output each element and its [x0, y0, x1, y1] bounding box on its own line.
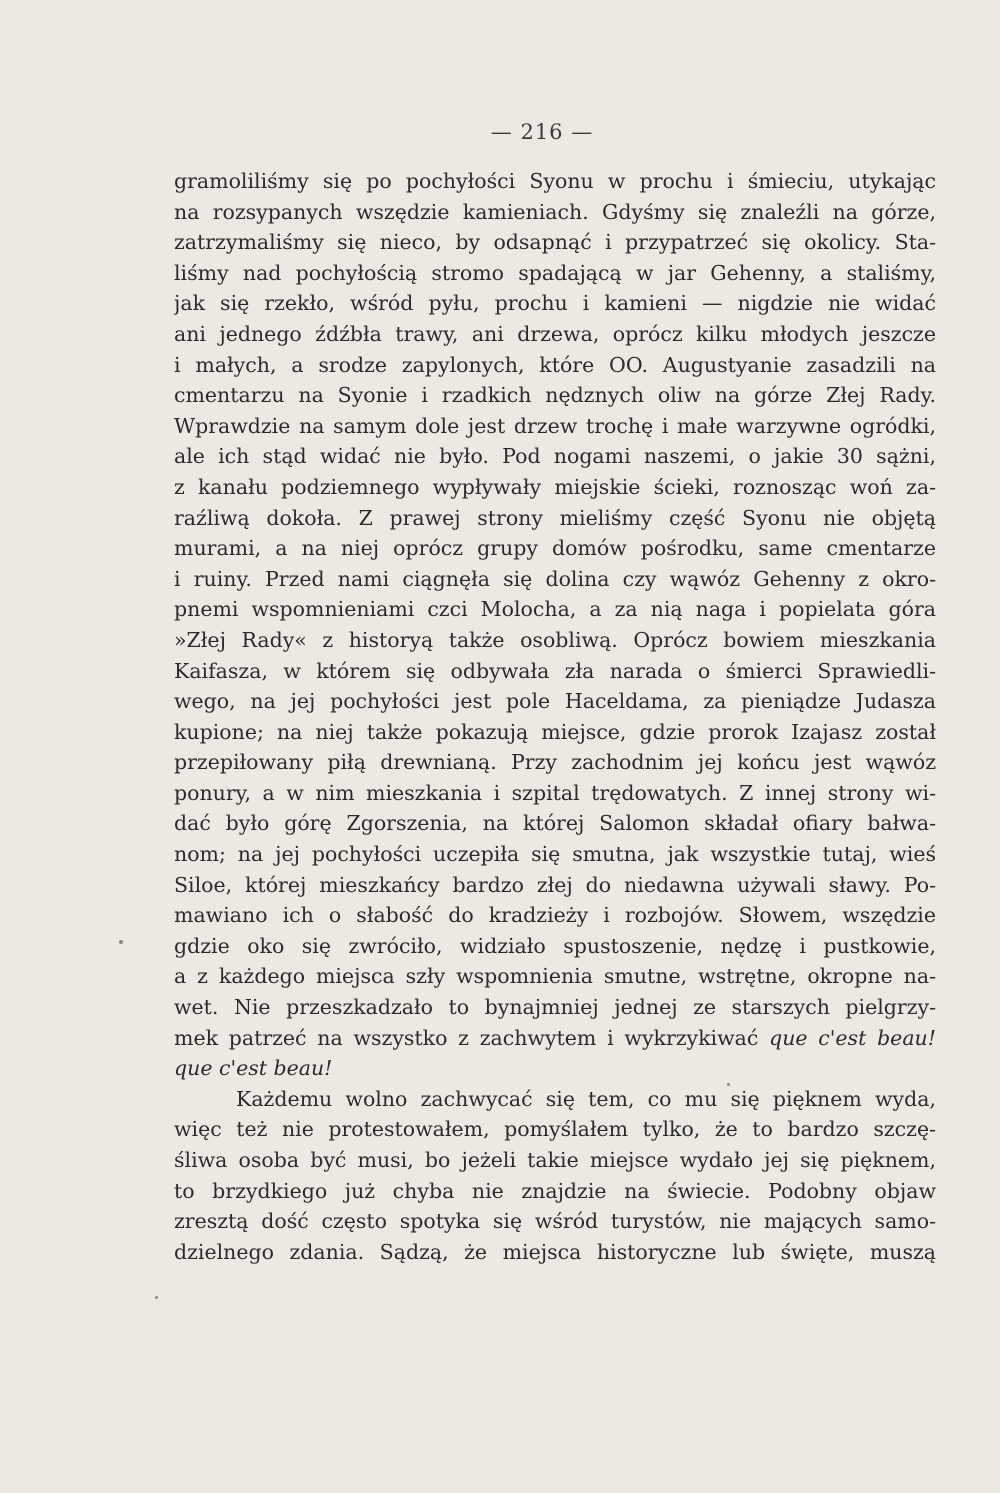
text-line: [174, 1053, 936, 1084]
text-line: Siloe, której mieszkańcy bardzo złej do niedawna używali sławy. Po-: [174, 872, 936, 897]
text-line: kupione; na niej także pokazują miejsce, gdzie prorok Izajasz został: [174, 719, 936, 744]
text-line: i ruiny. Przed nami ciągnęła się dolina czy wąwóz Gehenny z okro-: [174, 566, 936, 591]
text-line: Kaifasza, w którem się odbywała zła narada o śmierci Sprawiedli-: [174, 658, 936, 683]
text-line: ale ich stąd widać nie było. Pod nogami naszemi, o jakie 30 sążni,: [174, 444, 936, 469]
text-line: więc też nie protestowałem, pomyślałem tylko, że to bardzo szczę-: [174, 1117, 936, 1142]
text-line: cmentarzu na Syonie i rzadkich nędznych oliw na górze Złej Rady.: [174, 383, 936, 408]
text-line: a z każdego miejsca szły wspomnienia smutne, wstrętne, okropne na-: [174, 964, 936, 989]
text-line: liśmy nad pochyłością stromo spadającą w jar Gehenny, a staliśmy,: [174, 260, 936, 285]
text-line: ponury, a w nim mieszkania i szpital trędowatych. Z innej strony wi-: [174, 780, 936, 805]
text-line: mawiano ich o słabość do kradzieży i rozbojów. Słowem, wszędzie: [174, 903, 936, 928]
ink-speck: [119, 940, 123, 944]
text-line: »Złej Rady« z historyą także osobliwą. Oprócz bowiem mieszkania: [174, 627, 936, 652]
text-line: jak się rzekło, wśród pyłu, prochu i kamieni — nigdzie nie widać: [174, 291, 936, 316]
body-text: [174, 166, 936, 1267]
text-line: to brzydkiego już chyba nie znajdzie na świecie. Podobny objaw: [174, 1178, 936, 1203]
page-number: — 216 —: [490, 120, 594, 144]
text-line: dzielnego zdania. Sądzą, że miejsca historyczne lub święte, muszą: [174, 1239, 936, 1264]
text-line: [174, 1023, 936, 1054]
text-line: wego, na jej pochyłości jest pole Haceldama, za pieniądze Judasza: [174, 689, 936, 714]
text-line: i małych, a srodze zapylonych, które OO. Augustyanie zasadzili na: [174, 352, 936, 377]
ink-speck: [155, 1296, 158, 1299]
text-line: gdzie oko się zwróciło, widziało spustoszenie, nędzę i pustkowie,: [174, 933, 936, 958]
text-segment: mek patrzeć na wszystko z zachwytem i wykrzykiwać: [174, 1025, 759, 1050]
text-line: pnemi wspomnieniami czci Molocha, a za nią naga i popielata góra: [174, 597, 936, 622]
text-line: zatrzymaliśmy się nieco, by odsapnąć i przypatrzeć się okolicy. Sta-: [174, 230, 936, 255]
text-line: nom; na jej pochyłości uczepiła się smutna, jak wszystkie tutaj, wieś: [174, 842, 936, 867]
text-line: śliwa osoba być musi, bo jeżeli takie miejsce wydało jej się pięknem,: [174, 1148, 936, 1172]
ink-speck: [727, 1083, 730, 1086]
paragraph-first-line: Każdemu wolno zachwycać się tem, co mu się pięknem wyda,: [236, 1086, 936, 1111]
text-line: Wprawdzie na samym dole jest drzew trochę i małe warzywne ogródki,: [174, 413, 936, 438]
text-line: murami, a na niej oprócz grupy domów pośrodku, same cmentarze: [174, 536, 936, 561]
text-line: ani jednego źdźbła trawy, ani drzewa, oprócz kilku młodych jeszcze: [174, 321, 936, 346]
text-line: z kanału podziemnego wypływały miejskie ścieki, roznosząc woń za-: [174, 474, 936, 499]
text-line: na rozsypanych wszędzie kamieniach. Gdyśmy się znaleźli na górze,: [174, 199, 936, 224]
text-line: wet. Nie przeszkadzało to bynajmniej jednej ze starszych pielgrzy-: [174, 995, 936, 1020]
italic-phrase: que c'est beau!: [174, 1056, 333, 1081]
text-line: zresztą dość często spotyka się wśród turystów, nie mających samo-: [174, 1209, 936, 1234]
text-line: przepiłowany piłą drewnianą. Przy zachodnim jej końcu jest wąwóz: [174, 750, 936, 775]
text-line: dać było górę Zgorszenia, na której Salomon składał ofiary bałwa-: [174, 811, 936, 836]
italic-phrase: que c'est beau!: [769, 1025, 936, 1050]
text-line: gramoliliśmy się po pochyłości Syonu w prochu i śmieciu, utykając: [174, 169, 936, 193]
text-line: raźliwą dokoła. Z prawej strony mieliśmy część Syonu nie objętą: [174, 505, 936, 530]
